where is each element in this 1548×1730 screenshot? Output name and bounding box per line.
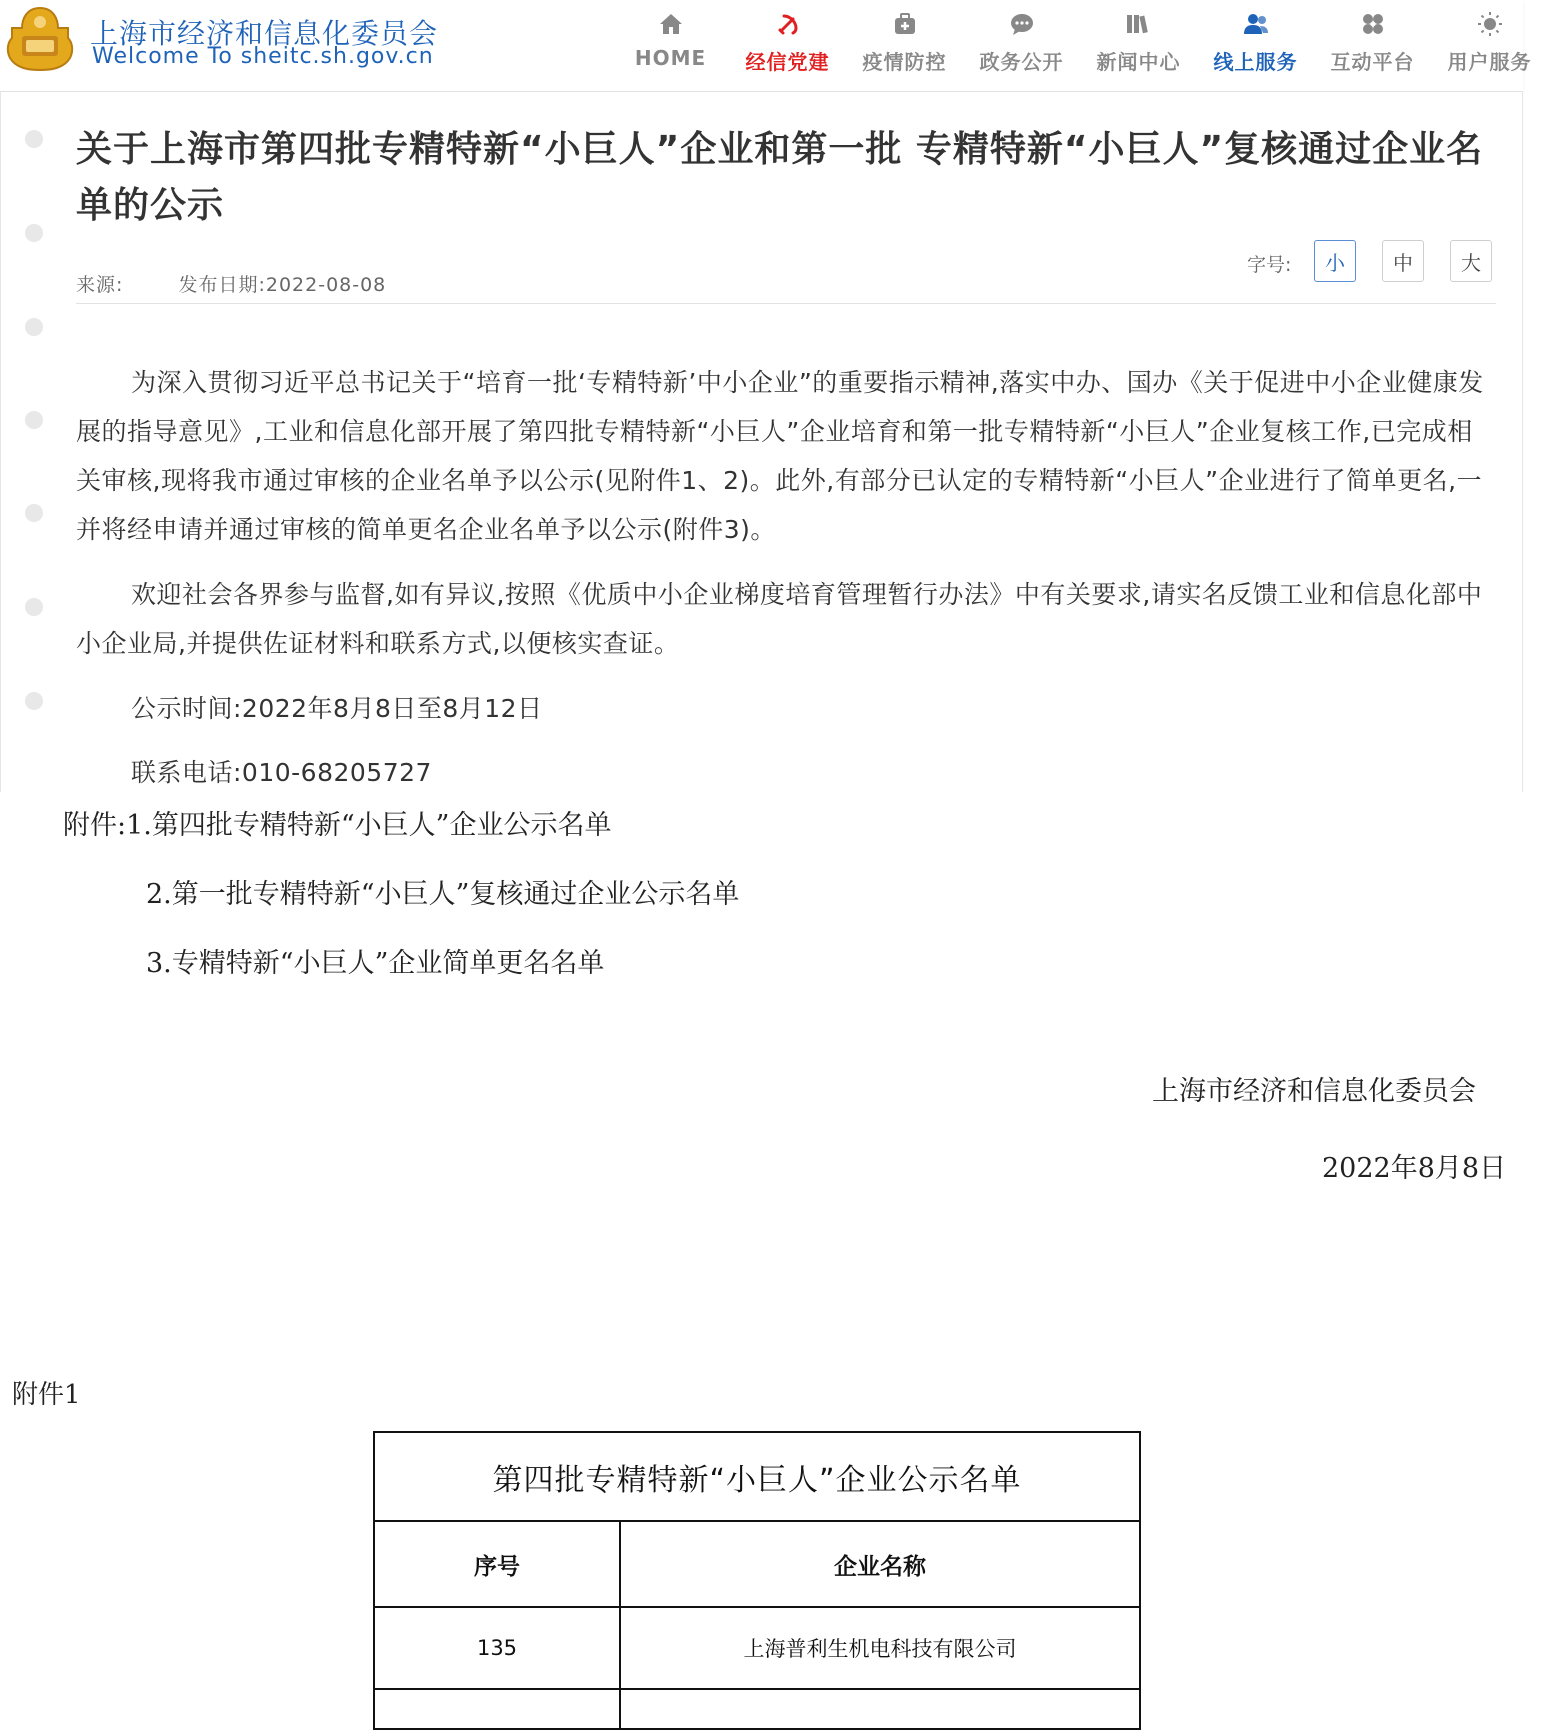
attachment-list-item-2[interactable]: 2.第一批专精特新“小巨人”复核通过企业公示名单	[146, 879, 740, 910]
table-cell-name: 上海普利生机电科技有限公司	[620, 1607, 1140, 1689]
nav-item-government-affairs[interactable]	[963, 0, 1080, 92]
article-title: 关于上海市第四批专精特新“小巨人”企业和第一批 专精特新“小巨人”复核通过企业名单的公示	[76, 129, 1484, 226]
table-header-name: 企业名称	[620, 1521, 1140, 1607]
notice-period: 公示时间:2022年8月8日至8月12日	[131, 694, 543, 723]
font-size-large-button[interactable]: 大	[1450, 240, 1492, 282]
table-row	[374, 1607, 1140, 1689]
site-subtitle: Welcome To sheitc.sh.gov.cn	[92, 44, 434, 69]
nav-item-news-center[interactable]	[1080, 0, 1197, 92]
nav-label: 互动平台	[1330, 50, 1415, 74]
company-list-table	[373, 1431, 1141, 1730]
nav-item-party-building[interactable]	[729, 0, 846, 92]
books-icon	[1125, 10, 1153, 38]
nav-label: 用户服务	[1447, 50, 1532, 74]
nav-item-user-service[interactable]	[1431, 0, 1548, 92]
table-cell-no: 135	[374, 1607, 620, 1689]
table-caption: 第四批专精特新“小巨人”企业公示名单	[374, 1432, 1140, 1521]
decorative-dot	[25, 504, 43, 522]
font-size-small-button[interactable]: 小	[1314, 240, 1356, 282]
nav-item-home[interactable]	[612, 0, 729, 92]
home-icon	[657, 10, 685, 38]
nav-label: 疫情防控	[862, 50, 947, 74]
article-panel	[0, 92, 1523, 792]
article-paragraph-2: 欢迎社会各界参与监督,如有异议,按照《优质中小企业梯度培育管理暂行办法》中有关要求,请实名反馈工业和信息化部中小企业局,并提供佐证材料和联系方式,以便核实查证。	[76, 580, 1483, 658]
table-cell-no	[374, 1689, 620, 1729]
nav-item-interaction-platform[interactable]	[1314, 0, 1431, 92]
issuer-signature: 上海市经济和信息化委员会	[1152, 1076, 1476, 1107]
contact-phone: 联系电话:010-68205727	[131, 758, 432, 787]
nav-item-epidemic-control[interactable]	[846, 0, 963, 92]
annex-label: 附件1	[12, 1380, 81, 1410]
decorative-dot	[25, 692, 43, 710]
divider	[76, 303, 1496, 304]
sun-icon	[1476, 10, 1504, 38]
nav-item-online-service[interactable]	[1197, 0, 1314, 92]
city-emblem-logo[interactable]	[4, 6, 76, 72]
table-header-no: 序号	[374, 1521, 620, 1607]
site-header	[0, 0, 1532, 92]
site-title[interactable]: 上海市经济和信息化委员会	[90, 17, 439, 50]
table-row	[374, 1689, 1140, 1729]
decorative-dot	[25, 411, 43, 429]
chat-bubble-icon	[1008, 10, 1036, 38]
decorative-dot	[25, 318, 43, 336]
decorative-dot	[25, 598, 43, 616]
publish-date: 发布日期:2022-08-08	[178, 274, 387, 296]
font-size-label: 字号:	[1247, 254, 1292, 276]
party-emblem-icon	[774, 10, 802, 38]
table-cell-name	[620, 1689, 1140, 1729]
nav-label: HOME	[634, 46, 707, 70]
nav-label: 经信党建	[745, 50, 830, 74]
decorative-dot	[25, 130, 43, 148]
attachment-list-item-3[interactable]: 3.专精特新“小巨人”企业简单更名名单	[146, 948, 605, 979]
source-label: 来源:	[76, 274, 124, 296]
decorative-dot	[25, 224, 43, 242]
main-nav	[612, 0, 1548, 92]
nav-label: 新闻中心	[1096, 50, 1181, 74]
nav-label: 政务公开	[979, 50, 1064, 74]
users-icon	[1242, 10, 1270, 38]
medical-kit-icon	[891, 10, 919, 38]
font-size-medium-button[interactable]: 中	[1382, 240, 1424, 282]
nav-label: 线上服务	[1213, 50, 1298, 74]
attachment-list-item-1[interactable]: 附件:1.第四批专精特新“小巨人”企业公示名单	[63, 810, 612, 841]
flower-icon	[1359, 10, 1387, 38]
issue-date: 2022年8月8日	[1322, 1153, 1507, 1184]
article-paragraph-1: 为深入贯彻习近平总书记关于“培育一批‘专精特新’中小企业”的重要指示精神,落实中办、国办《关于促进中小企业健康发展的指导意见》,工业和信息化部开展了第四批专精特新“小巨人”企业培育和第一批专精特新“小巨人”企业复核工作,已完成相关审核,现将我市通过审核的企业名单予以公示(见附件1、2)。此外,有部分已认定的专精特新“小巨人”企业进行了简单更名,一并将经申请并通过审核的简单更名企业名单予以公示(附件3)。	[76, 368, 1484, 544]
article-meta	[76, 270, 386, 297]
